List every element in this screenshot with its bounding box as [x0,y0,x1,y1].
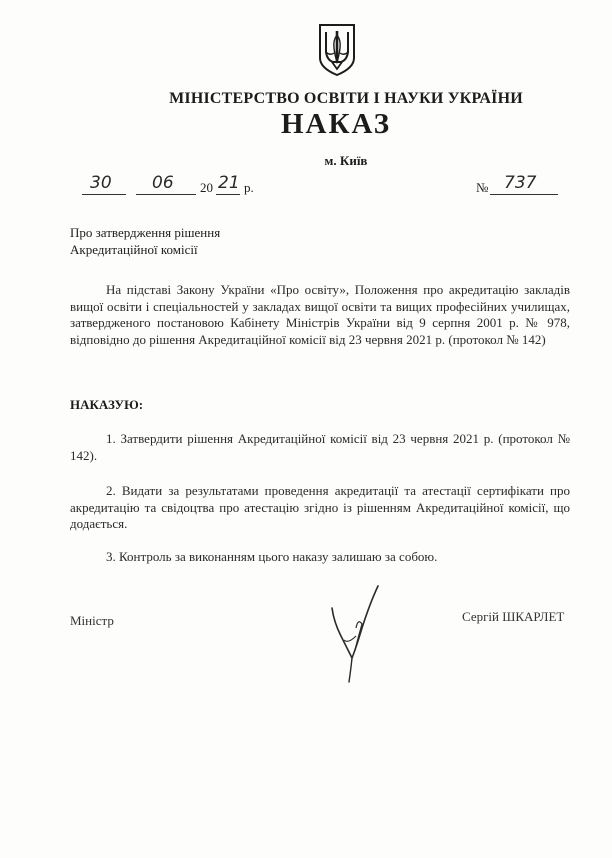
signatory-name: Сергій ШКАРЛЕТ [462,609,565,624]
subject-line-1: Про затвердження рішення [70,225,221,240]
document-title: НАКАЗ [280,108,392,140]
subject-line-2: Акредитаційної комісії [70,242,198,257]
date-year-suffix: 21 [218,173,240,193]
date-year-underline [216,194,240,195]
trident-emblem-icon [317,22,357,78]
order-item-1: 1. Затвердити рішення Акредитаційної комісії від 23 червня 2021 р. (протокол № 142). [70,431,570,463]
date-day-underline [82,194,126,195]
date-suffix: р. [244,180,254,195]
order-number-underline [490,194,558,195]
city-label: м. Київ [324,153,368,168]
preamble-paragraph: На підставі Закону України «Про освіту», Положення про акредитацію закладів вищої освіти і спеціальностей у закладах вищої освіти та вищих професійних училищах, затвердженого постановою Кабінету Міністрів України від 9 серпня 2001 р. № 978, відповідно до рішення Акредитаційної комісії від 23 червня 2021 р. (протокол № 142) [70,282,570,347]
date-row [76,173,566,198]
date-month: 06 [152,173,174,193]
date-day: 30 [90,173,112,193]
ministry-name: МІНІСТЕРСТВО ОСВІТИ І НАУКИ УКРАЇНИ [169,90,523,107]
handwritten-signature [322,578,392,688]
signatory-position: Міністр [70,613,114,628]
date-month-underline [136,194,196,195]
date-year-prefix: 20 [200,180,213,195]
order-number-label: № [476,180,489,195]
order-subject [70,224,220,258]
order-item-2: 2. Видати за результатами проведення акредитації та атестації сертифікати про акредитацію та свідоцтва про атестацію згідно із рішенням Акредитаційної комісії, що додається. [70,483,570,531]
order-heading: НАКАЗУЮ: [70,397,144,412]
order-item-3: 3. Контроль за виконанням цього наказу залишаю за собою. [106,549,438,564]
order-number: 737 [504,173,537,193]
